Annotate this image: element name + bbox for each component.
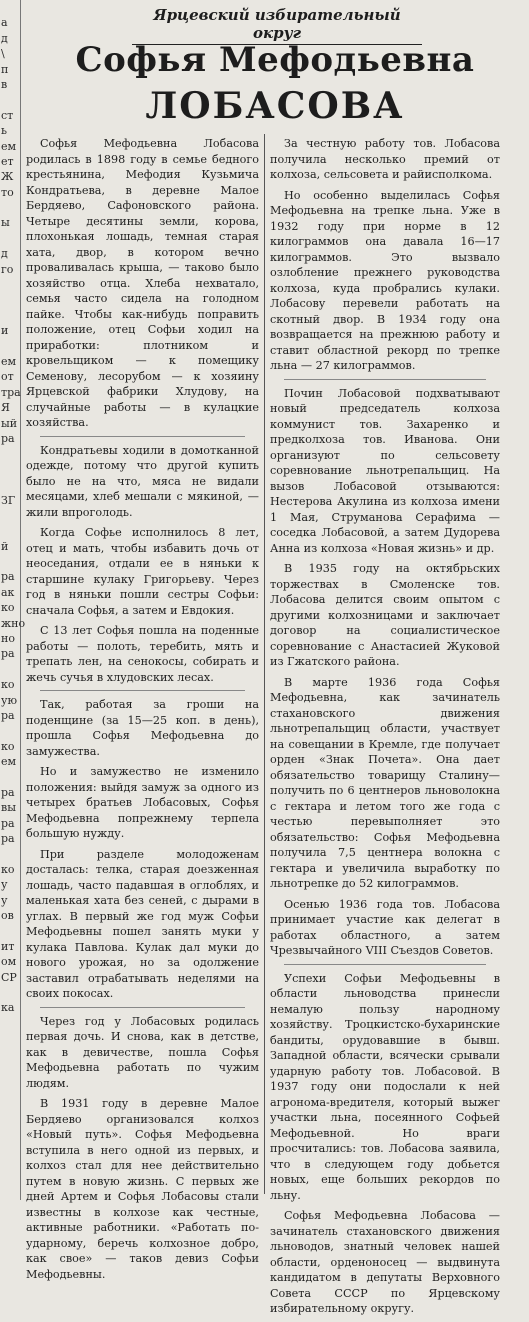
edge-fragment: ит xyxy=(1,939,15,953)
edge-fragment: п xyxy=(1,62,9,76)
edge-fragment: но xyxy=(1,632,15,646)
edge-fragment: Я xyxy=(1,401,10,415)
edge-fragment: Ж xyxy=(1,170,14,184)
article-right-column xyxy=(270,136,500,1322)
edge-fragment: жно xyxy=(1,616,26,630)
edge-fragment: ко xyxy=(1,678,15,692)
edge-fragment xyxy=(0,308,20,323)
edge-fragment: го xyxy=(1,262,14,276)
edge-fragment: ка xyxy=(1,1001,15,1015)
paragraph: Софья Мефодьевна Лобасова родилась в 1898 году в семье бедного крестьянина, Мефодия Кузьмича Кондратьева, в деревне Малое Бердяево, Сафоновского района. Четыре десятины земли, корова, плохонькая лошадь, темная старая хата, двор, в котором вечно проваливалась крыша, — таково было хозяйство отца. Хлеба нехватало, семья часто сидела на голодном пайке. Чтобы как-нибудь поправить положение, отец Софьи ходил на приработки: плотником и кровельщиком — к помещику Семенову, лесорубом — к хозяину Ярцевской фабрики Хлудову, на случайные работы — в кулацкие хозяйства. xyxy=(26,137,259,429)
edge-fragment: ую xyxy=(1,693,18,707)
paragraph: За честную работу тов. Лобасова получила несколько премий от колхоза, сельсовета и райисполкома. xyxy=(270,137,500,181)
edge-fragment: вы xyxy=(1,801,16,815)
edge-fragment: ем xyxy=(1,354,17,368)
paragraph: Когда Софье исполнилось 8 лет, отец и мать, чтобы избавить дочь от неоседания, отдали ее в няньки к старшине кулаку Григорьеву. Через год в няньки пошли сестры Софьи: сначала Софья, а затем и Евдокия. xyxy=(26,526,259,617)
edge-fragment xyxy=(0,277,20,292)
edge-fragment: ко xyxy=(1,862,15,876)
paragraph: Но и замужество не изменило положения: выйдя замуж за одного из четырех братьев Лобасовых, Софья Мефодьевна попрежнему терпела большую нужду. xyxy=(26,765,259,840)
paragraph: Успехи Софьи Мефодьевны в области льноводства принесли немалую пользу народному хозяйству. Троцкистско-бухаринские бандиты, орудовавшие в бывш. Западной области, всячески срывали ударную работу тов. Лобасовой. В 1937 году они подослали к ней агронома-вредителя, который выжег участки льна, посеянного Софьей Мефодьевной. Но враги просчитались: тов. Лобасова заявила, что в следующем году добьется новых, еще больших рекордов по льну. xyxy=(270,971,500,1202)
paragraph: В 1931 году в деревне Малое Бердяево организовался колхоз «Новый путь». Софья Мефодьевна вступила в него одной из первых, и колхоз стал для нее действительно путем в новую жизнь. С первых же дней Артем и Софья Лобасовы стали известны в колхозе как честные, активные работники. «Работать по-ударному, беречь колхозное добро, как свое» — таков девиз Софьи Мефодьевны. xyxy=(26,1097,259,1281)
edge-fragment: СР xyxy=(1,970,17,984)
edge-fragment: и xyxy=(1,324,9,338)
edge-fragment: тра xyxy=(1,385,21,399)
edge-fragment: ра xyxy=(1,832,15,846)
edge-fragment: \ xyxy=(1,47,5,61)
edge-fragment xyxy=(0,723,20,738)
candidate-surname: ЛОБАСОВА xyxy=(145,85,405,127)
edge-fragment xyxy=(0,231,20,246)
divider xyxy=(284,964,486,965)
edge-fragment: от xyxy=(1,370,14,384)
edge-fragment: у xyxy=(1,878,8,892)
candidate-name-first: Софья Мефодьевна xyxy=(75,40,475,80)
divider xyxy=(40,690,245,691)
edge-fragment xyxy=(0,200,20,215)
paragraph: Через год у Лобасовых родилась первая дочь. И снова, как в детстве, как в девичестве, пошла Софья Мефодьевна работать по чужим людям. xyxy=(26,1014,259,1090)
edge-fragment xyxy=(0,0,20,15)
edge-fragment xyxy=(0,446,20,461)
edge-fragment: ко xyxy=(1,601,15,615)
edge-fragment: ов xyxy=(1,909,14,923)
edge-fragment: в xyxy=(1,77,8,91)
divider xyxy=(40,1007,245,1008)
edge-fragment xyxy=(0,523,20,538)
edge-fragment: а xyxy=(1,16,8,30)
edge-fragment: ра xyxy=(1,647,15,661)
edge-fragment xyxy=(0,554,20,569)
article-left-column xyxy=(26,136,259,1287)
paragraph: Так, работая за гроши на поденщине (за 15—25 коп. в день), прошла Софья Мефодьевна до замужества. xyxy=(26,698,259,758)
edge-fragment: ра xyxy=(1,431,15,445)
edge-fragment: ом xyxy=(1,955,17,969)
edge-fragment xyxy=(0,92,20,107)
edge-fragment: ет xyxy=(1,154,14,168)
edge-fragment xyxy=(0,292,20,307)
edge-fragment: й xyxy=(1,539,9,553)
edge-fragment xyxy=(0,339,20,354)
paragraph: Но особенно выделилась Софья Мефодьевна на трепке льна. Уже в 1932 году при норме в 12 килограммов она давала 16—17 килограммов. Это вызвало озлобление прежнего руководства колхоза, куда пробрались кулаки. Лобасову перевели работать на скотный двор. В 1934 году она возвращается на прежнюю работу и ставит областной рекорд по трепке льна — 27 килограммов. xyxy=(270,188,500,372)
edge-fragment: д xyxy=(1,247,8,261)
paragraph: Кондратьевы ходили в домотканной одежде, потому что другой купить было не на что, мяса не видали месяцами, хлеб мешали с мякиной, — жили впроголодь. xyxy=(26,443,259,519)
edge-fragment: то xyxy=(1,185,14,199)
edge-fragment: ст xyxy=(1,108,14,122)
edge-fragment: ЗГ xyxy=(1,493,16,507)
edge-fragment: ра xyxy=(1,785,15,799)
paragraph: При разделе молодоженам досталась: телка, старая доезженная лошадь, часто падавшая в оглоблях, и маленькая хата без сеней, с дырами в углах. В первый же год муж Софьи Мефодьевны пошел занять муки у кулака Павлова. Кулак дал муки до нового урожая, но за одолжение заставил отрабатывать неделями на своих покосах. xyxy=(26,847,259,1000)
edge-fragment xyxy=(0,462,20,477)
edge-fragment xyxy=(0,477,20,492)
edge-fragment: ак xyxy=(1,585,15,599)
paragraph: В марте 1936 года Софья Мефодьевна, как зачинатель стахановского движения льнотрепальщиц области, участвует на совещании в Кремле, где получает орден «Знак Почета». Она дает обязательство товарищу Сталину—получить по 6 центнеров льноволокна с гектара и летом того же года с честью перевыполняет это обязательство: Софья Мефодьевна получила 7,5 центнера волокна с гектара и увеличила выработку по льнотрепке до 52 килограммов. xyxy=(270,675,500,890)
edge-fragment: ы xyxy=(1,216,10,230)
edge-fragment xyxy=(0,508,20,523)
divider xyxy=(40,436,245,437)
edge-fragment: ем xyxy=(1,139,17,153)
paragraph: Софья Мефодьевна Лобасова — зачинатель стахановского движения льноводов, знатный человек нашей области, орденоносец — выдвинута кандидатом в депутаты Верховного Совета СССР по Ярцевскому избирательному округу. xyxy=(270,1209,500,1315)
edge-fragment xyxy=(0,770,20,785)
edge-fragment: ый xyxy=(1,416,18,430)
edge-fragment: ра xyxy=(1,570,15,584)
edge-fragment: д xyxy=(1,31,8,45)
column-divider xyxy=(264,134,265,1194)
edge-fragment: у xyxy=(1,893,8,907)
divider xyxy=(284,379,486,380)
edge-fragment: ко xyxy=(1,739,15,753)
paragraph: Почин Лобасовой подхватывают новый председатель колхоза коммунист тов. Захаренко и предколхоза тов. Иванова. Они организуют по сельсовету соревнование льнотрепальщиц. На вызов Лобасовой отзываются: Нестерова Акулина из колхоза имени 1 Мая, Струманова Серафима — соседка Лобасовой, а затем Дудорева Анна из колхоза «Новая жизнь» и др. xyxy=(270,386,500,555)
district-heading: Ярцевский избирательный округ xyxy=(132,6,422,45)
edge-fragment: ь xyxy=(1,124,7,138)
edge-fragment xyxy=(0,662,20,677)
edge-fragment: ра xyxy=(1,816,15,830)
edge-fragment: ра xyxy=(1,708,15,722)
edge-fragment xyxy=(0,985,20,1000)
edge-fragment xyxy=(0,846,20,861)
paragraph: В 1935 году на октябрьских торжествах в Смоленске тов. Лобасова делится своим опытом с другими колхозницами и заключает договор на социалистическое соревнование с Анастасией Жуковой из Гжатского района. xyxy=(270,562,500,668)
paragraph: Осенью 1936 года тов. Лобасова принимает участие как делегат в работах областного, а затем Чрезвычайного VIII Съездов Советов. xyxy=(270,897,500,957)
edge-fragment xyxy=(0,923,20,938)
previous-column-edge xyxy=(0,0,26,1200)
paragraph: С 13 лет Софья пошла на поденные работы — полоть, теребить, мять и трепать лен, на сенокосы, собирать и жечь сучья в хлудовских лесах. xyxy=(26,624,259,684)
edge-fragment: ем xyxy=(1,755,17,769)
